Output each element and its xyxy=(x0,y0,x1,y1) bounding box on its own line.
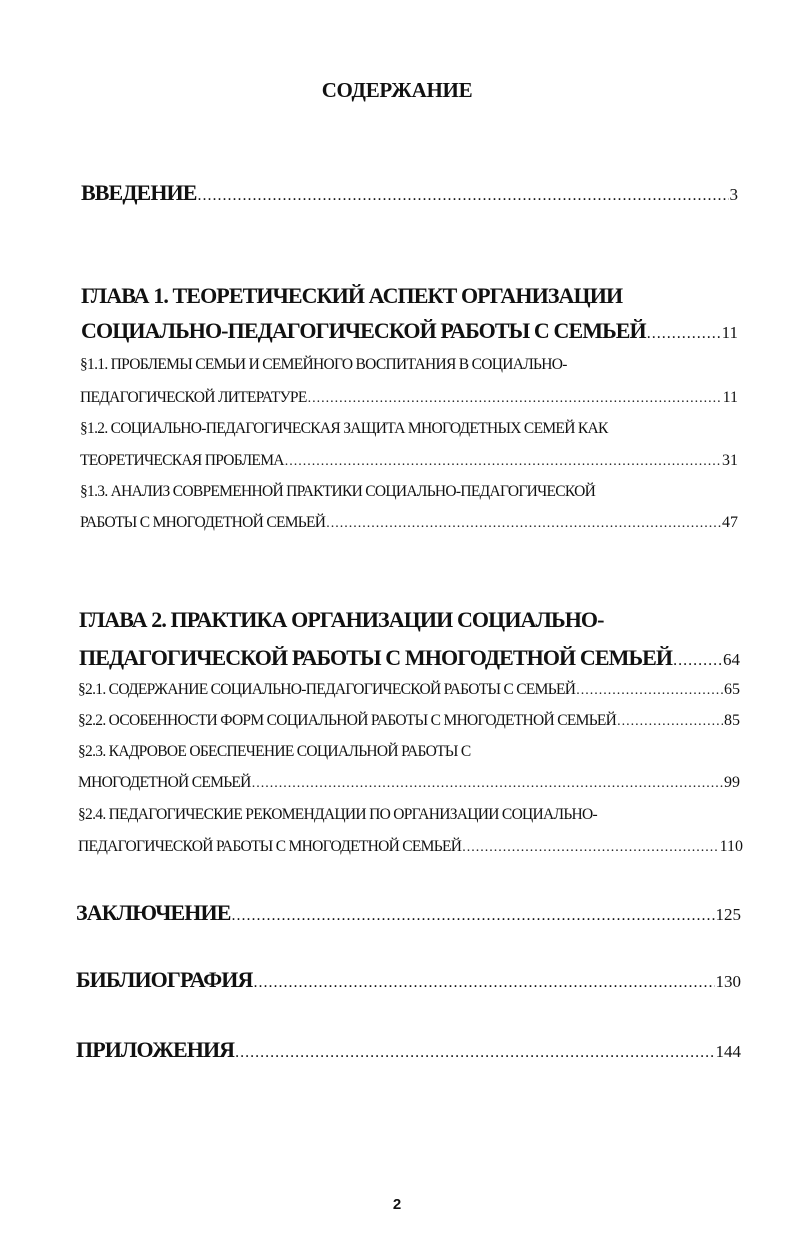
toc-page-number: 47 xyxy=(722,514,738,531)
toc-page-number: 3 xyxy=(729,185,738,204)
toc-entry-label: §2.1. СОДЕРЖАНИЕ СОЦИАЛЬНО-ПЕДАГОГИЧЕСКОЙ РАБОТЫ С СЕМЬЕЙ xyxy=(78,681,576,698)
toc-entry-label: ГЛАВА 2. ПРАКТИКА ОРГАНИЗАЦИИ СОЦИАЛЬНО- xyxy=(79,607,604,632)
toc-entry-label: §1.2. СОЦИАЛЬНО-ПЕДАГОГИЧЕСКАЯ ЗАЩИТА МНОГОДЕТНЫХ СЕМЕЙ КАК xyxy=(80,420,608,437)
toc-chapter-1[interactable] xyxy=(81,318,738,344)
toc-entry-label: §2.2. ОСОБЕННОСТИ ФОРМ СОЦИАЛЬНОЙ РАБОТЫ С МНОГОДЕТНОЙ СЕМЬЕЙ xyxy=(78,712,617,729)
dot-leader xyxy=(576,683,723,699)
toc-entry-introduction[interactable] xyxy=(81,180,738,206)
toc-section-1-1-heading[interactable] xyxy=(80,356,567,374)
toc-section-1-1[interactable] xyxy=(80,389,738,407)
toc-section-2-3[interactable] xyxy=(78,774,740,792)
toc-page-number: 99 xyxy=(724,774,740,791)
toc-entry-label: ЗАКЛЮЧЕНИЕ xyxy=(76,900,231,925)
dot-leader xyxy=(617,714,723,730)
dot-leader xyxy=(198,187,729,205)
toc-entry-label: §1.1. ПРОБЛЕМЫ СЕМЬИ И СЕМЕЙНОГО ВОСПИТАНИЯ В СОЦИАЛЬНО- xyxy=(80,356,567,373)
toc-entry-appendices[interactable] xyxy=(76,1037,741,1063)
dot-leader xyxy=(232,907,715,925)
toc-entry-label: ПРИЛОЖЕНИЯ xyxy=(76,1037,235,1062)
toc-page-number: 31 xyxy=(722,452,738,469)
page-number: 2 xyxy=(392,1196,402,1213)
toc-chapter-1-heading[interactable] xyxy=(81,283,622,309)
toc-entry-label: §2.3. КАДРОВОЕ ОБЕСПЕЧЕНИЕ СОЦИАЛЬНОЙ РАБОТЫ С xyxy=(78,743,471,760)
toc-page-number: 130 xyxy=(715,972,741,991)
dot-leader xyxy=(462,840,718,856)
toc-entry-label: §2.4. ПЕДАГОГИЧЕСКИЕ РЕКОМЕНДАЦИИ ПО ОРГАНИЗАЦИИ СОЦИАЛЬНО- xyxy=(78,806,598,823)
toc-entry-label: ТЕОРЕТИЧЕСКАЯ ПРОБЛЕМА xyxy=(80,452,284,469)
toc-page-number: 11 xyxy=(722,389,738,406)
toc-page-number: 85 xyxy=(724,712,740,729)
dot-leader xyxy=(673,652,722,670)
toc-section-2-1[interactable] xyxy=(78,681,740,699)
toc-section-2-3-heading[interactable] xyxy=(78,743,471,761)
toc-section-1-3[interactable] xyxy=(80,514,738,532)
dot-leader xyxy=(326,516,721,532)
toc-entry-label: ПЕДАГОГИЧЕСКОЙ РАБОТЫ С МНОГОДЕТНОЙ СЕМЬЕЙ xyxy=(79,645,673,670)
dot-leader xyxy=(647,325,721,343)
toc-page-number: 65 xyxy=(724,681,740,698)
toc-entry-label: ПЕДАГОГИЧЕСКОЙ ЛИТЕРАТУРЕ xyxy=(80,389,307,406)
dot-leader xyxy=(235,1044,714,1062)
toc-entry-label: ПЕДАГОГИЧЕСКОЙ РАБОТЫ С МНОГОДЕТНОЙ СЕМЬЕЙ xyxy=(78,838,462,855)
toc-entry-label: МНОГОДЕТНОЙ СЕМЬЕЙ xyxy=(78,774,251,791)
dot-leader xyxy=(252,776,723,792)
page-title: СОДЕРЖАНИЕ xyxy=(321,78,473,102)
toc-entry-label: СОЦИАЛЬНО-ПЕДАГОГИЧЕСКОЙ РАБОТЫ С СЕМЬЕЙ xyxy=(81,318,646,343)
toc-entry-label: ВВЕДЕНИЕ xyxy=(81,180,197,205)
toc-entry-label: БИБЛИОГРАФИЯ xyxy=(76,967,253,992)
toc-entry-bibliography[interactable] xyxy=(76,967,741,993)
toc-page-number: 144 xyxy=(715,1042,741,1061)
toc-entry-label: §1.3. АНАЛИЗ СОВРЕМЕННОЙ ПРАКТИКИ СОЦИАЛЬНО-ПЕДАГОГИЧЕСКОЙ xyxy=(80,483,596,500)
toc-page-number: 11 xyxy=(721,323,738,342)
toc-section-2-4[interactable] xyxy=(78,838,743,856)
toc-entry-conclusion[interactable] xyxy=(76,900,741,926)
toc-section-2-4-heading[interactable] xyxy=(78,806,597,824)
toc-chapter-2-heading[interactable] xyxy=(79,607,604,633)
toc-entry-label: ГЛАВА 1. ТЕОРЕТИЧЕСКИЙ АСПЕКТ ОРГАНИЗАЦИИ xyxy=(81,283,623,308)
toc-page-number: 64 xyxy=(723,650,740,669)
toc-section-1-2[interactable] xyxy=(80,452,738,470)
dot-leader xyxy=(285,454,721,470)
toc-section-1-3-heading[interactable] xyxy=(80,483,595,501)
toc-section-2-2[interactable] xyxy=(78,712,740,730)
toc-section-1-2-heading[interactable] xyxy=(80,420,608,438)
toc-page-number: 110 xyxy=(719,838,743,855)
toc-entry-label: РАБОТЫ С МНОГОДЕТНОЙ СЕМЬЕЙ xyxy=(80,514,326,531)
dot-leader xyxy=(254,974,715,992)
toc-chapter-2[interactable] xyxy=(79,645,740,671)
toc-page-number: 125 xyxy=(715,905,741,924)
dot-leader xyxy=(308,391,722,407)
